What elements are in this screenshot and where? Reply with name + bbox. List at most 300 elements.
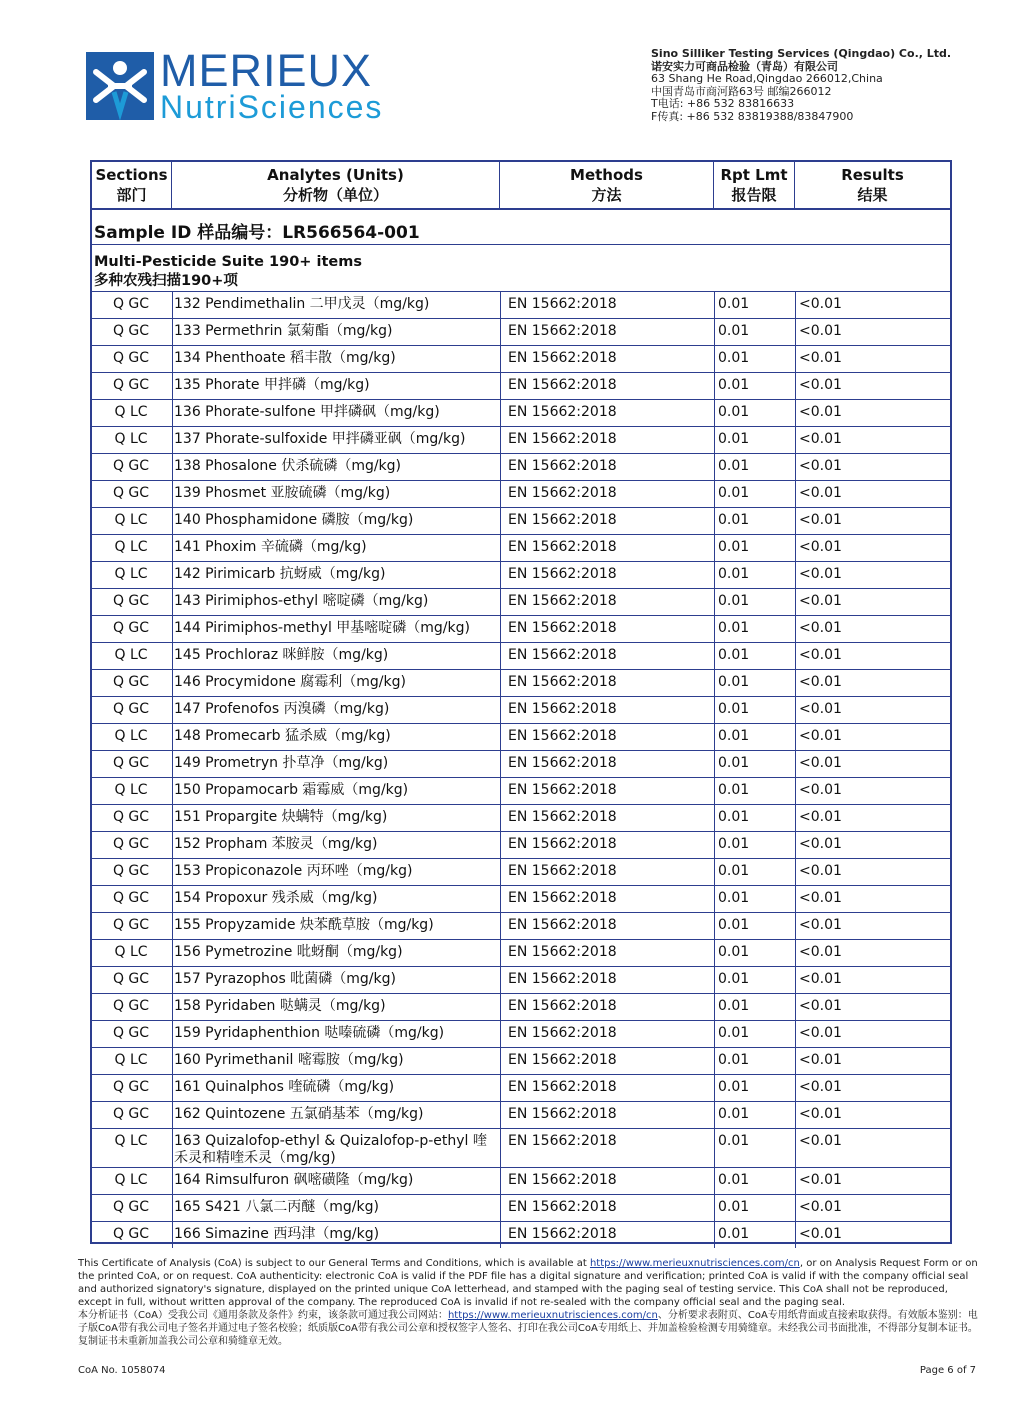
column-divider: [500, 1168, 501, 1194]
cell-result: <0.01: [799, 809, 842, 825]
column-divider: [500, 967, 501, 993]
cell-result: <0.01: [799, 323, 842, 339]
column-divider: [500, 589, 501, 615]
column-divider: [714, 643, 715, 669]
cell-method: EN 15662:2018: [508, 1079, 617, 1095]
cell-rpt-lmt: 0.01: [718, 917, 750, 933]
cell-result: <0.01: [799, 1025, 842, 1041]
table-row: [92, 804, 950, 831]
cell-method: EN 15662:2018: [508, 431, 617, 447]
column-divider: [795, 1048, 796, 1074]
cell-rpt-lmt: 0.01: [718, 566, 750, 582]
cell-rpt-lmt: 0.01: [718, 890, 750, 906]
cell-section: Q LC: [114, 431, 148, 447]
cell-rpt-lmt: 0.01: [718, 539, 750, 555]
cell-analyte: 157 Pyrazophos 吡菌磷（mg/kg): [174, 971, 396, 987]
header-analytes: Analytes (Units) 分析物（单位）: [172, 162, 500, 208]
cell-result: <0.01: [799, 350, 842, 366]
cell-rpt-lmt: 0.01: [718, 809, 750, 825]
cell-analyte: 161 Quinalphos 喹硫磷（mg/kg): [174, 1079, 395, 1095]
cell-analyte: 163 Quizalofop-ethyl & Quizalofop-p-ethyl 喹禾灵和精喹禾灵（mg/kg): [174, 1133, 487, 1166]
cell-analyte: 165 S421 八氯二丙醚（mg/kg): [174, 1199, 379, 1215]
column-divider: [500, 562, 501, 588]
column-divider: [500, 778, 501, 804]
column-divider: [172, 778, 173, 804]
cell-analyte: 135 Phorate 甲拌磷（mg/kg): [174, 377, 370, 393]
logo-emblem-icon: [86, 52, 154, 120]
cell-rpt-lmt: 0.01: [718, 458, 750, 474]
cell-section: Q GC: [112, 998, 150, 1014]
cell-method: EN 15662:2018: [508, 755, 617, 771]
cell-analyte: 136 Phorate-sulfone 甲拌磷砜（mg/kg): [174, 404, 440, 420]
table-row: [92, 1167, 950, 1194]
cell-analyte: 132 Pendimethalin 二甲戊灵（mg/kg): [174, 296, 430, 312]
company-name-en: Sino Silliker Testing Services (Qingdao) Co., Ltd.: [651, 47, 952, 60]
column-divider: [795, 454, 796, 480]
cell-analyte: 155 Propyzamide 炔苯酰草胺（mg/kg): [174, 917, 434, 933]
cell-rpt-lmt: 0.01: [718, 620, 750, 636]
cell-result: <0.01: [799, 674, 842, 690]
column-divider: [795, 1195, 796, 1221]
cell-method: EN 15662:2018: [508, 782, 617, 798]
column-divider: [795, 724, 796, 750]
company-logo: [86, 45, 406, 125]
cell-analyte: 154 Propoxur 残杀威（mg/kg): [174, 890, 378, 906]
column-divider: [795, 805, 796, 831]
cell-method: EN 15662:2018: [508, 539, 617, 555]
table-row: [92, 1221, 950, 1248]
cell-analyte: 151 Propargite 炔螨特（mg/kg): [174, 809, 388, 825]
table-row: [92, 912, 950, 939]
column-divider: [500, 508, 501, 534]
column-divider: [172, 994, 173, 1020]
cell-rpt-lmt: 0.01: [718, 1079, 750, 1095]
column-divider: [795, 697, 796, 723]
column-divider: [500, 1222, 501, 1248]
header-sections: Sections 部门: [92, 162, 172, 208]
cell-result: <0.01: [799, 377, 842, 393]
column-divider: [714, 400, 715, 426]
sample-id: Sample ID 样品编号：LR566564-001: [94, 223, 420, 243]
cell-analyte: 150 Propamocarb 霜霉威（mg/kg): [174, 782, 409, 798]
cell-section: Q LC: [114, 1133, 148, 1149]
company-fax: F传真: +86 532 83819388/83847900: [651, 109, 854, 123]
cell-section: Q LC: [114, 512, 148, 528]
column-divider: [500, 400, 501, 426]
column-divider: [172, 643, 173, 669]
column-divider: [172, 616, 173, 642]
cell-method: EN 15662:2018: [508, 404, 617, 420]
cell-rpt-lmt: 0.01: [718, 998, 750, 1014]
column-divider: [500, 1195, 501, 1221]
cell-method: EN 15662:2018: [508, 1172, 617, 1188]
column-divider: [795, 643, 796, 669]
column-divider: [500, 724, 501, 750]
column-divider: [172, 1222, 173, 1248]
cell-rpt-lmt: 0.01: [718, 836, 750, 852]
column-divider: [795, 346, 796, 372]
cell-method: EN 15662:2018: [508, 1199, 617, 1215]
column-divider: [795, 913, 796, 939]
footer-en: This Certificate of Analysis (CoA) is subject to our General Terms and Conditions, which is available at https://www.merieuxnutrisciences.com/cn, or on Analysis Request Form or on the printed CoA, or on request. CoA authenticity: electronic CoA is valid if the PDF file has a digital signature and verification; printed CoA is valid if with the company official seal and authorized signatory's signature, displayed on the printed unique CoA letterhead, and stamped with the paging seal of testing service. This CoA shall not be reproduced, except in full, without written approval of the company. The reproduced CoA is invalid if not re-sealed with the company official seal and the paging seal.: [78, 1258, 978, 1308]
table-row: [92, 993, 950, 1020]
cell-section: Q GC: [112, 458, 150, 474]
company-address-cn: 中国青岛市商河路63号 邮编266012: [651, 84, 832, 98]
column-divider: [172, 913, 173, 939]
column-divider: [500, 346, 501, 372]
page-number: Page 6 of 7: [919, 1365, 976, 1376]
cell-result: <0.01: [799, 755, 842, 771]
column-divider: [500, 373, 501, 399]
cell-analyte: 143 Pirimiphos-ethyl 嘧啶磷（mg/kg): [174, 593, 429, 609]
column-divider: [714, 940, 715, 966]
column-divider: [714, 724, 715, 750]
cell-rpt-lmt: 0.01: [718, 377, 750, 393]
cell-result: <0.01: [799, 512, 842, 528]
company-address-en: 63 Shang He Road,Qingdao 266012,China: [651, 72, 883, 85]
cell-result: <0.01: [799, 539, 842, 555]
cell-section: Q GC: [112, 863, 150, 879]
table-row: [92, 318, 950, 345]
column-divider: [172, 1021, 173, 1047]
cell-section: Q LC: [114, 647, 148, 663]
column-divider: [172, 319, 173, 345]
column-divider: [500, 1102, 501, 1128]
table-row: [92, 480, 950, 507]
cell-result: <0.01: [799, 1172, 842, 1188]
column-divider: [714, 454, 715, 480]
cell-analyte: 158 Pyridaben 哒螨灵（mg/kg): [174, 998, 386, 1014]
column-divider: [795, 994, 796, 1020]
cell-result: <0.01: [799, 1226, 842, 1242]
cell-method: EN 15662:2018: [508, 512, 617, 528]
cell-method: EN 15662:2018: [508, 1226, 617, 1242]
cell-result: <0.01: [799, 701, 842, 717]
column-divider: [714, 967, 715, 993]
column-divider: [172, 292, 173, 318]
cell-method: EN 15662:2018: [508, 836, 617, 852]
cell-section: Q GC: [112, 917, 150, 933]
table-row: [92, 831, 950, 858]
cell-rpt-lmt: 0.01: [718, 323, 750, 339]
column-divider: [172, 751, 173, 777]
cell-analyte: 141 Phoxim 辛硫磷（mg/kg): [174, 539, 367, 555]
cell-result: <0.01: [799, 971, 842, 987]
header-results: Results 结果: [841, 166, 904, 204]
cell-rpt-lmt: 0.01: [718, 1025, 750, 1041]
table-row: [92, 507, 950, 534]
table-row: [92, 1194, 950, 1221]
column-divider: [714, 670, 715, 696]
column-divider: [795, 1021, 796, 1047]
column-divider: [795, 481, 796, 507]
cell-method: EN 15662:2018: [508, 701, 617, 717]
cell-analyte: 139 Phosmet 亚胺硫磷（mg/kg): [174, 485, 391, 501]
column-divider: [714, 859, 715, 885]
cell-method: EN 15662:2018: [508, 323, 617, 339]
cell-result: <0.01: [799, 782, 842, 798]
column-divider: [500, 427, 501, 453]
cell-method: EN 15662:2018: [508, 593, 617, 609]
column-divider: [172, 562, 173, 588]
cell-rpt-lmt: 0.01: [718, 971, 750, 987]
cell-rpt-lmt: 0.01: [718, 647, 750, 663]
column-divider: [500, 832, 501, 858]
cell-analyte: 144 Pirimiphos-methyl 甲基嘧啶磷（mg/kg): [174, 620, 470, 636]
table-row: [92, 561, 950, 588]
cell-rpt-lmt: 0.01: [718, 944, 750, 960]
cell-method: EN 15662:2018: [508, 458, 617, 474]
column-divider: [500, 1129, 501, 1167]
cell-section: Q GC: [112, 350, 150, 366]
cell-section: Q GC: [112, 890, 150, 906]
terms-link-cn[interactable]: https://www.merieuxnutrisciences.com/cn: [447, 1310, 658, 1321]
cell-section: Q GC: [112, 674, 150, 690]
column-divider: [714, 616, 715, 642]
column-divider: [500, 535, 501, 561]
cell-rpt-lmt: 0.01: [718, 863, 750, 879]
table-row: [92, 858, 950, 885]
column-divider: [172, 859, 173, 885]
table-row: [92, 426, 950, 453]
cell-rpt-lmt: 0.01: [718, 701, 750, 717]
column-divider: [714, 805, 715, 831]
cell-rpt-lmt: 0.01: [718, 296, 750, 312]
cell-analyte: 148 Promecarb 猛杀威（mg/kg): [174, 728, 391, 744]
cell-method: EN 15662:2018: [508, 674, 617, 690]
table-row: [92, 1074, 950, 1101]
column-divider: [795, 832, 796, 858]
column-divider: [172, 967, 173, 993]
cell-section: Q GC: [112, 1079, 150, 1095]
column-divider: [795, 778, 796, 804]
column-divider: [500, 886, 501, 912]
cell-analyte: 133 Permethrin 氯菊酯（mg/kg): [174, 323, 393, 339]
cell-result: <0.01: [799, 863, 842, 879]
column-divider: [795, 589, 796, 615]
column-divider: [714, 562, 715, 588]
column-divider: [500, 292, 501, 318]
column-divider: [500, 481, 501, 507]
cell-section: Q GC: [112, 1106, 150, 1122]
cell-section: Q GC: [112, 485, 150, 501]
column-divider: [500, 859, 501, 885]
cell-rpt-lmt: 0.01: [718, 431, 750, 447]
cell-method: EN 15662:2018: [508, 890, 617, 906]
column-divider: [172, 589, 173, 615]
cell-result: <0.01: [799, 620, 842, 636]
table-row: [92, 723, 950, 750]
column-divider: [714, 1048, 715, 1074]
column-divider: [172, 508, 173, 534]
cell-analyte: 137 Phorate-sulfoxide 甲拌磷亚砜（mg/kg): [174, 431, 466, 447]
table-row: [92, 1047, 950, 1074]
company-name-cn: 诺安实力可商品检验（青岛）有限公司: [651, 59, 838, 73]
column-divider: [795, 400, 796, 426]
column-divider: [500, 616, 501, 642]
table-row: [92, 1101, 950, 1128]
table-row: [92, 588, 950, 615]
coa-number: CoA No. 1058074: [78, 1365, 166, 1376]
column-divider: [172, 1129, 173, 1167]
column-divider: [795, 427, 796, 453]
terms-link[interactable]: https://www.merieuxnutrisciences.com/cn: [589, 1258, 800, 1269]
table-row: [92, 399, 950, 426]
cell-method: EN 15662:2018: [508, 728, 617, 744]
table-header: [92, 162, 950, 210]
cell-section: Q LC: [114, 539, 148, 555]
table-row: [92, 777, 950, 804]
cell-analyte: 147 Profenofos 丙溴磷（mg/kg): [174, 701, 390, 717]
cell-rpt-lmt: 0.01: [718, 674, 750, 690]
table-row: [92, 453, 950, 480]
cell-section: Q GC: [112, 1226, 150, 1242]
column-divider: [795, 319, 796, 345]
column-divider: [795, 859, 796, 885]
suite-title-en: Multi-Pesticide Suite 190+ items: [94, 254, 362, 270]
cell-rpt-lmt: 0.01: [718, 1106, 750, 1122]
table-row: [92, 345, 950, 372]
column-divider: [714, 751, 715, 777]
cell-rpt-lmt: 0.01: [718, 1052, 750, 1068]
column-divider: [500, 940, 501, 966]
column-divider: [500, 454, 501, 480]
table-row: [92, 534, 950, 561]
cell-section: Q GC: [112, 377, 150, 393]
cell-section: Q LC: [114, 566, 148, 582]
cell-section: Q LC: [114, 1052, 148, 1068]
cell-analyte: 138 Phosalone 伏杀硫磷（mg/kg): [174, 458, 402, 474]
column-divider: [500, 1075, 501, 1101]
cell-method: EN 15662:2018: [508, 917, 617, 933]
cell-method: EN 15662:2018: [508, 944, 617, 960]
column-divider: [172, 670, 173, 696]
column-divider: [714, 346, 715, 372]
logo-text-merieux: MERIEUX: [160, 45, 373, 96]
cell-result: <0.01: [799, 1052, 842, 1068]
cell-section: Q LC: [114, 1172, 148, 1188]
column-divider: [714, 535, 715, 561]
column-divider: [172, 400, 173, 426]
column-divider: [500, 670, 501, 696]
cell-section: Q LC: [114, 404, 148, 420]
cell-analyte: 152 Propham 苯胺灵（mg/kg): [174, 836, 378, 852]
column-divider: [714, 589, 715, 615]
results-table-body: [92, 291, 950, 1248]
cell-method: EN 15662:2018: [508, 1025, 617, 1041]
cell-method: EN 15662:2018: [508, 863, 617, 879]
cell-analyte: 142 Pirimicarb 抗蚜威（mg/kg): [174, 566, 386, 582]
column-divider: [795, 967, 796, 993]
cell-method: EN 15662:2018: [508, 377, 617, 393]
cell-result: <0.01: [799, 566, 842, 582]
column-divider: [172, 454, 173, 480]
column-divider: [795, 616, 796, 642]
column-divider: [714, 508, 715, 534]
cell-analyte: 159 Pyridaphenthion 哒嗪硫磷（mg/kg): [174, 1025, 445, 1041]
cell-method: EN 15662:2018: [508, 350, 617, 366]
table-row: [92, 1128, 950, 1167]
cell-result: <0.01: [799, 1199, 842, 1215]
suite-title: [94, 253, 362, 291]
column-divider: [714, 1102, 715, 1128]
cell-result: <0.01: [799, 1106, 842, 1122]
cell-section: Q GC: [112, 1025, 150, 1041]
cell-section: Q GC: [112, 971, 150, 987]
cell-section: Q GC: [112, 296, 150, 312]
cell-section: Q GC: [112, 755, 150, 771]
header-rpt-lmt: Rpt Lmt 报告限: [714, 162, 795, 208]
column-divider: [172, 1048, 173, 1074]
cell-result: <0.01: [799, 431, 842, 447]
column-divider: [500, 697, 501, 723]
footer-cn: 本分析证书（CoA）受我公司《通用条款及条件》约束，该条款可通过我公司网站：https://www.merieuxnutrisciences.com/cn、分析要求表附页、CoA专用纸背面或直接索取获得。有效版本鉴别：电子版CoA带有我公司电子签名并通过电子签名校验；纸质版CoA带有我公司公章和授权签字人签名、打印在我公司CoA专用纸上、并加盖检验检测专用骑缝章。未经我公司书面批准，不得部分复制本证书。复制证书未重新加盖我公司公章和骑缝章无效。: [78, 1310, 978, 1347]
cell-method: EN 15662:2018: [508, 1133, 617, 1149]
column-divider: [172, 481, 173, 507]
cell-analyte: 146 Procymidone 腐霉利（mg/kg): [174, 674, 406, 690]
column-divider: [500, 643, 501, 669]
cell-result: <0.01: [799, 944, 842, 960]
cell-method: EN 15662:2018: [508, 566, 617, 582]
cell-method: EN 15662:2018: [508, 1052, 617, 1068]
cell-section: Q LC: [114, 782, 148, 798]
table-row: [92, 291, 950, 318]
cell-section: Q LC: [114, 944, 148, 960]
cell-result: <0.01: [799, 890, 842, 906]
column-divider: [795, 1102, 796, 1128]
column-divider: [172, 805, 173, 831]
divider: [92, 244, 950, 245]
table-row: [92, 372, 950, 399]
column-divider: [714, 1168, 715, 1194]
column-divider: [172, 940, 173, 966]
cell-analyte: 164 Rimsulfuron 砜嘧磺隆（mg/kg): [174, 1172, 414, 1188]
column-divider: [500, 994, 501, 1020]
cell-analyte: 166 Simazine 西玛津（mg/kg): [174, 1226, 380, 1242]
column-divider: [714, 697, 715, 723]
column-divider: [795, 940, 796, 966]
suite-title-cn: 多种农残扫描190+项: [94, 273, 238, 289]
column-divider: [172, 724, 173, 750]
cell-section: Q GC: [112, 620, 150, 636]
column-divider: [172, 373, 173, 399]
cell-method: EN 15662:2018: [508, 647, 617, 663]
cell-section: Q GC: [112, 323, 150, 339]
column-divider: [714, 1195, 715, 1221]
cell-method: EN 15662:2018: [508, 620, 617, 636]
column-divider: [714, 292, 715, 318]
cell-analyte: 134 Phenthoate 稻丰散（mg/kg): [174, 350, 396, 366]
column-divider: [172, 697, 173, 723]
cell-rpt-lmt: 0.01: [718, 1199, 750, 1215]
column-divider: [714, 886, 715, 912]
cell-result: <0.01: [799, 1079, 842, 1095]
cell-analyte: 153 Propiconazole 丙环唑（mg/kg): [174, 863, 413, 879]
cell-rpt-lmt: 0.01: [718, 1172, 750, 1188]
column-divider: [172, 1075, 173, 1101]
cell-rpt-lmt: 0.01: [718, 1133, 750, 1149]
column-divider: [172, 1195, 173, 1221]
cell-method: EN 15662:2018: [508, 1106, 617, 1122]
cell-rpt-lmt: 0.01: [718, 404, 750, 420]
cell-result: <0.01: [799, 296, 842, 312]
column-divider: [795, 1222, 796, 1248]
table-row: [92, 642, 950, 669]
cell-result: <0.01: [799, 458, 842, 474]
cell-section: Q GC: [112, 701, 150, 717]
column-divider: [714, 832, 715, 858]
cell-rpt-lmt: 0.01: [718, 1226, 750, 1242]
